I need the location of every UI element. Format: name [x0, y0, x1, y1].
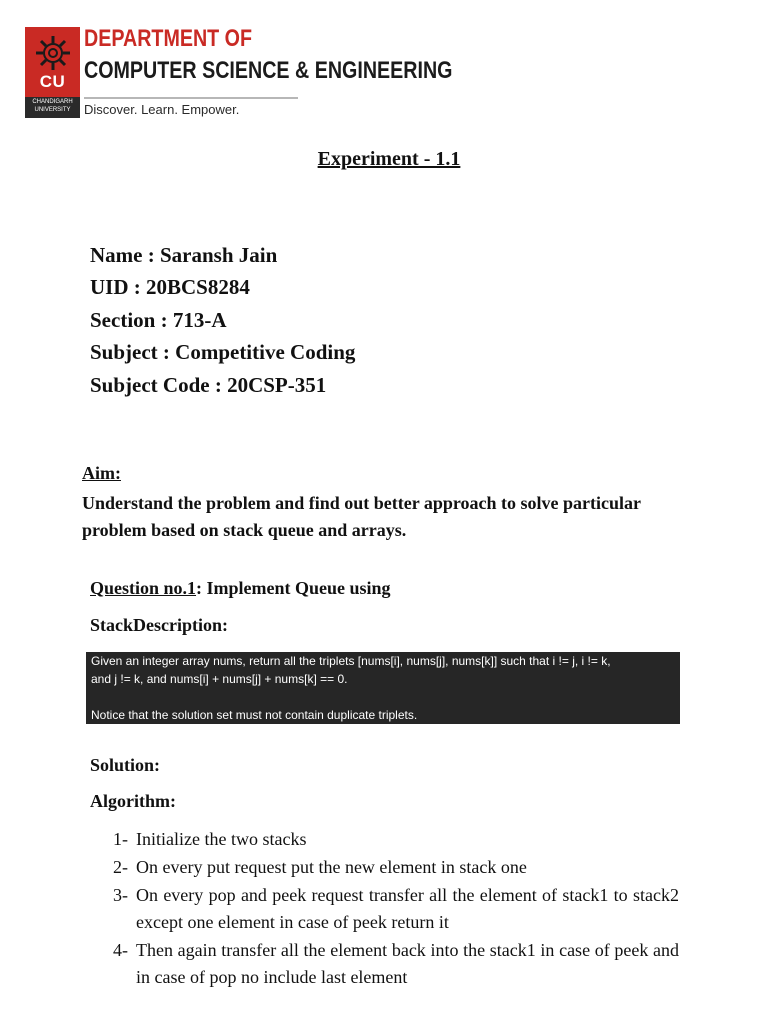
step-number: 3-	[113, 885, 128, 905]
tagline: Discover. Learn. Empower.	[84, 102, 240, 117]
logo-university-name: CHANDIGARH UNIVERSITY	[32, 99, 73, 113]
algorithm-step	[113, 854, 679, 881]
subject: Subject : Competitive Coding	[90, 340, 356, 364]
description-line: and j != k, and nums[i] + nums[j] + nums[k] == 0.	[91, 672, 348, 686]
step-number: 4-	[113, 940, 128, 960]
student-section: Section : 713-A	[90, 308, 227, 332]
aim-heading: Aim:	[82, 463, 121, 483]
department-title-line1: DEPARTMENT OF	[84, 25, 253, 52]
student-uid: UID : 20BCS8284	[90, 275, 250, 299]
subject-code: Subject Code : 20CSP-351	[90, 373, 327, 397]
logo-initials: CU	[39, 72, 66, 91]
description-line: Given an integer array nums, return all the triplets [nums[i], nums[j], nums[k]] such that i != j, i != k,	[91, 654, 611, 668]
aim-text: Understand the problem and find out better approach to solve particular problem based on stack queue and arrays.	[82, 493, 641, 540]
step-number: 1-	[113, 829, 128, 849]
step-text: On every pop and peek request transfer all the element of stack1 to stack2 except one element in case of peek return it	[136, 885, 679, 932]
step-text: Then again transfer all the element back into the stack1 in case of peek and in case of pop no include last element	[136, 940, 679, 987]
step-text: Initialize the two stacks	[136, 829, 307, 849]
solution-heading: Solution:	[90, 755, 161, 775]
experiment-title: Experiment - 1.1	[317, 148, 461, 170]
header-divider	[84, 97, 298, 99]
algorithm-step	[113, 937, 679, 991]
gear-emblem-icon	[33, 33, 73, 73]
question-heading	[90, 578, 391, 599]
description-note: Notice that the solution set must not contain duplicate triplets.	[91, 708, 418, 722]
question-title: : Implement Queue using	[196, 578, 391, 598]
step-number: 2-	[113, 857, 128, 877]
question-label: Question no.1	[90, 578, 197, 598]
student-name: Name : Saransh Jain	[90, 243, 278, 267]
algorithm-step	[113, 826, 679, 853]
problem-description-box	[86, 652, 680, 724]
question-subheading: StackDescription:	[90, 615, 228, 635]
algorithm-step	[113, 882, 679, 936]
step-text: On every put request put the new element in stack one	[136, 857, 527, 877]
algorithm-heading: Algorithm:	[90, 791, 176, 811]
department-title-line2: COMPUTER SCIENCE & ENGINEERING	[84, 57, 453, 84]
